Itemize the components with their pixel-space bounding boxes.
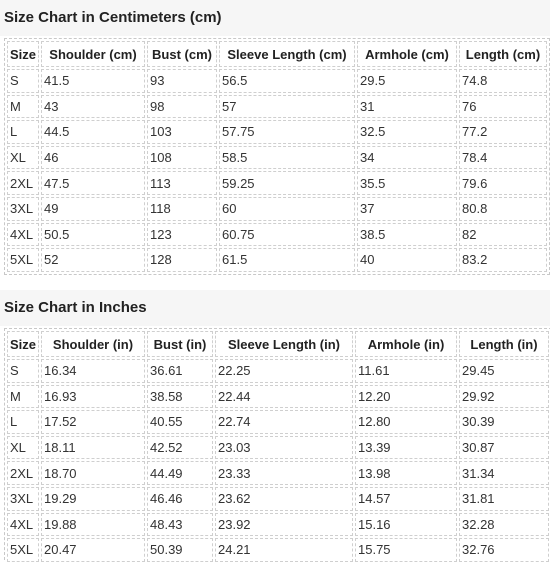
cell-sleeve-length: 22.25 xyxy=(215,359,353,383)
header-size: Size xyxy=(7,331,39,357)
cell-length: 76 xyxy=(459,95,547,119)
cell-size: S xyxy=(7,69,39,93)
cm-size-chart-section xyxy=(0,0,550,268)
table-header-row xyxy=(7,331,549,357)
cell-sleeve-length: 23.03 xyxy=(215,436,353,460)
cell-size: 5XL xyxy=(7,538,39,562)
cell-shoulder: 18.70 xyxy=(41,461,145,485)
cell-armhole: 12.80 xyxy=(355,410,457,434)
cell-size: 3XL xyxy=(7,487,39,511)
table-row xyxy=(7,223,547,247)
cell-bust: 93 xyxy=(147,69,217,93)
cell-armhole: 40 xyxy=(357,248,457,272)
cell-size: 4XL xyxy=(7,223,39,247)
table-row xyxy=(7,385,549,409)
cell-shoulder: 46 xyxy=(41,146,145,170)
cell-shoulder: 16.93 xyxy=(41,385,145,409)
table-row xyxy=(7,248,547,272)
cell-sleeve-length: 56.5 xyxy=(219,69,355,93)
table-row xyxy=(7,436,549,460)
cell-shoulder: 41.5 xyxy=(41,69,145,93)
cell-shoulder: 50.5 xyxy=(41,223,145,247)
table-row xyxy=(7,359,549,383)
cell-length: 77.2 xyxy=(459,120,547,144)
cell-size: 4XL xyxy=(7,513,39,537)
cell-size: XL xyxy=(7,436,39,460)
cell-bust: 44.49 xyxy=(147,461,213,485)
table-row xyxy=(7,487,549,511)
cell-shoulder: 47.5 xyxy=(41,171,145,195)
cell-size: L xyxy=(7,120,39,144)
cell-armhole: 29.5 xyxy=(357,69,457,93)
cell-sleeve-length: 59.25 xyxy=(219,171,355,195)
table-row xyxy=(7,146,547,170)
cell-length: 74.8 xyxy=(459,69,547,93)
table-row xyxy=(7,538,549,562)
cell-size: S xyxy=(7,359,39,383)
cell-length: 78.4 xyxy=(459,146,547,170)
cell-bust: 38.58 xyxy=(147,385,213,409)
cell-shoulder: 16.34 xyxy=(41,359,145,383)
cell-armhole: 38.5 xyxy=(357,223,457,247)
header-sleeve-length: Sleeve Length (cm) xyxy=(219,41,355,67)
header-length: Length (cm) xyxy=(459,41,547,67)
cell-shoulder: 52 xyxy=(41,248,145,272)
cell-shoulder: 20.47 xyxy=(41,538,145,562)
cell-length: 82 xyxy=(459,223,547,247)
header-armhole: Armhole (in) xyxy=(355,331,457,357)
cell-sleeve-length: 60 xyxy=(219,197,355,221)
header-length: Length (in) xyxy=(459,331,549,357)
table-row xyxy=(7,410,549,434)
cell-size: 2XL xyxy=(7,171,39,195)
cell-bust: 108 xyxy=(147,146,217,170)
in-size-chart-section xyxy=(0,290,550,558)
cell-armhole: 32.5 xyxy=(357,120,457,144)
table-row xyxy=(7,69,547,93)
cell-armhole: 15.75 xyxy=(355,538,457,562)
cell-bust: 118 xyxy=(147,197,217,221)
cell-sleeve-length: 24.21 xyxy=(215,538,353,562)
cell-bust: 50.39 xyxy=(147,538,213,562)
cell-bust: 42.52 xyxy=(147,436,213,460)
cell-shoulder: 19.88 xyxy=(41,513,145,537)
cell-armhole: 35.5 xyxy=(357,171,457,195)
cell-length: 79.6 xyxy=(459,171,547,195)
header-shoulder: Shoulder (cm) xyxy=(41,41,145,67)
cell-shoulder: 49 xyxy=(41,197,145,221)
cell-length: 29.45 xyxy=(459,359,549,383)
cm-chart-title: Size Chart in Centimeters (cm) xyxy=(0,0,550,36)
header-shoulder: Shoulder (in) xyxy=(41,331,145,357)
table-row xyxy=(7,120,547,144)
cell-bust: 98 xyxy=(147,95,217,119)
cell-shoulder: 18.11 xyxy=(41,436,145,460)
cell-sleeve-length: 57 xyxy=(219,95,355,119)
cell-size: M xyxy=(7,385,39,409)
cell-size: 2XL xyxy=(7,461,39,485)
cell-armhole: 31 xyxy=(357,95,457,119)
table-row xyxy=(7,95,547,119)
cell-size: L xyxy=(7,410,39,434)
cell-size: 3XL xyxy=(7,197,39,221)
cell-armhole: 14.57 xyxy=(355,487,457,511)
cell-length: 30.87 xyxy=(459,436,549,460)
in-chart-title: Size Chart in Inches xyxy=(0,290,550,326)
cell-length: 31.34 xyxy=(459,461,549,485)
cell-bust: 48.43 xyxy=(147,513,213,537)
cell-sleeve-length: 22.44 xyxy=(215,385,353,409)
cell-length: 31.81 xyxy=(459,487,549,511)
table-header-row xyxy=(7,41,547,67)
cell-bust: 113 xyxy=(147,171,217,195)
header-armhole: Armhole (cm) xyxy=(357,41,457,67)
cell-bust: 36.61 xyxy=(147,359,213,383)
cell-armhole: 11.61 xyxy=(355,359,457,383)
cell-bust: 46.46 xyxy=(147,487,213,511)
cell-length: 29.92 xyxy=(459,385,549,409)
cell-armhole: 13.39 xyxy=(355,436,457,460)
cell-bust: 103 xyxy=(147,120,217,144)
cell-armhole: 37 xyxy=(357,197,457,221)
cell-armhole: 12.20 xyxy=(355,385,457,409)
cell-sleeve-length: 22.74 xyxy=(215,410,353,434)
cell-shoulder: 44.5 xyxy=(41,120,145,144)
in-size-table xyxy=(4,328,550,562)
cell-bust: 123 xyxy=(147,223,217,247)
cell-bust: 128 xyxy=(147,248,217,272)
cell-sleeve-length: 23.33 xyxy=(215,461,353,485)
table-row xyxy=(7,513,549,537)
table-row xyxy=(7,171,547,195)
cell-armhole: 13.98 xyxy=(355,461,457,485)
table-row xyxy=(7,197,547,221)
table-row xyxy=(7,461,549,485)
cell-size: XL xyxy=(7,146,39,170)
cell-length: 32.28 xyxy=(459,513,549,537)
header-sleeve-length: Sleeve Length (in) xyxy=(215,331,353,357)
header-bust: Bust (cm) xyxy=(147,41,217,67)
cell-length: 32.76 xyxy=(459,538,549,562)
cell-shoulder: 17.52 xyxy=(41,410,145,434)
cell-armhole: 34 xyxy=(357,146,457,170)
cell-bust: 40.55 xyxy=(147,410,213,434)
cell-sleeve-length: 58.5 xyxy=(219,146,355,170)
cell-sleeve-length: 61.5 xyxy=(219,248,355,272)
cell-sleeve-length: 60.75 xyxy=(219,223,355,247)
cell-armhole: 15.16 xyxy=(355,513,457,537)
cell-sleeve-length: 57.75 xyxy=(219,120,355,144)
cm-size-table xyxy=(4,38,550,275)
cell-shoulder: 19.29 xyxy=(41,487,145,511)
header-bust: Bust (in) xyxy=(147,331,213,357)
cell-shoulder: 43 xyxy=(41,95,145,119)
header-size: Size xyxy=(7,41,39,67)
cell-length: 83.2 xyxy=(459,248,547,272)
cell-sleeve-length: 23.62 xyxy=(215,487,353,511)
cell-size: M xyxy=(7,95,39,119)
cell-length: 80.8 xyxy=(459,197,547,221)
cell-length: 30.39 xyxy=(459,410,549,434)
cell-sleeve-length: 23.92 xyxy=(215,513,353,537)
cell-size: 5XL xyxy=(7,248,39,272)
